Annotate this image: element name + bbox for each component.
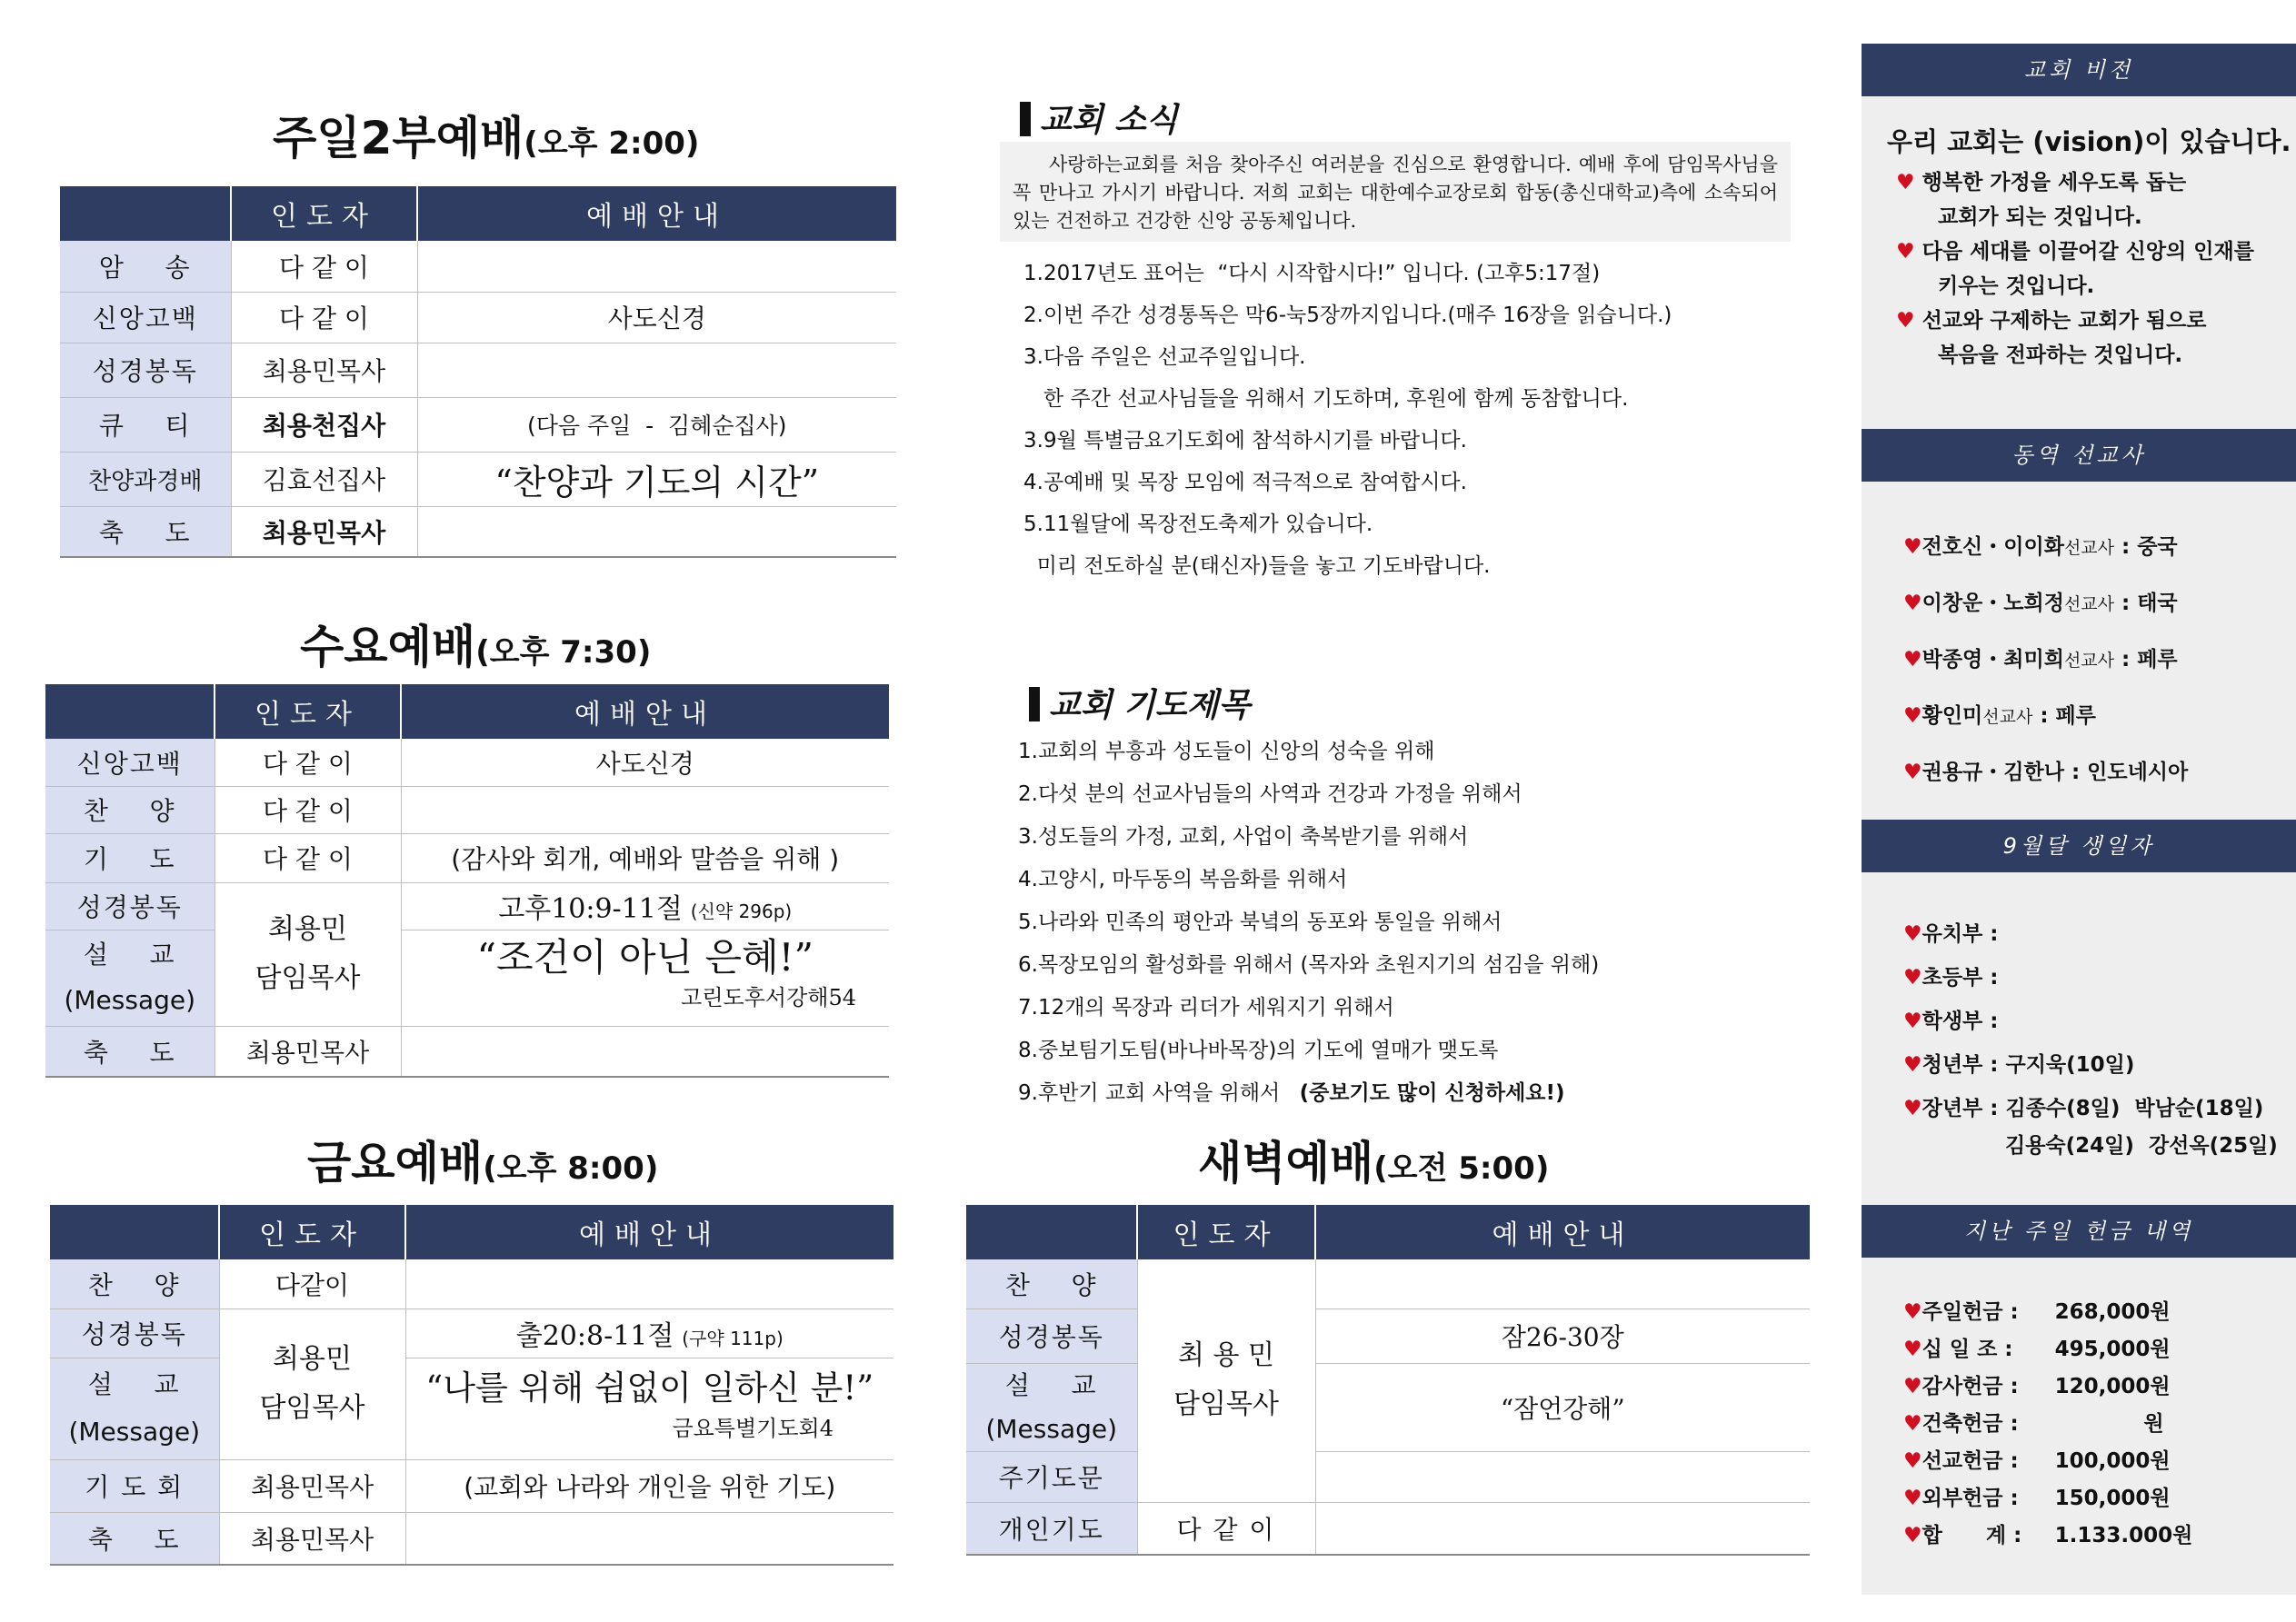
row-leader: 최용민목사 (219, 1459, 405, 1512)
friday-title: 금요예배(오후 8:00) (307, 1137, 659, 1189)
heart-icon: ♥ (1903, 1338, 1922, 1361)
list-item: ♥초등부 : (1903, 966, 1999, 990)
leader-cell (219, 1309, 405, 1459)
passage-page: (구약 111p) (682, 1328, 784, 1349)
birthday-list (1903, 912, 2278, 1161)
sermon-title: “조건이 아닌 은혜!” (476, 935, 814, 980)
list-item: ♥십 일 조 : 495,000원 (1903, 1338, 2171, 1361)
list-item: 8.중보팀기도팀(바나바목장)의 기도에 열매가 맺도록 (1018, 1039, 1499, 1062)
row-guide (1315, 1259, 1810, 1309)
row-label: 찬 양 (50, 1259, 219, 1309)
vision-intro: 우리 교회는 (vision)이 있습니다. (1887, 126, 2291, 157)
row-label: 큐 티 (60, 397, 231, 452)
news-list (1023, 253, 1672, 587)
row-guide (1315, 1451, 1810, 1502)
list-item: 3.9월 특별금요기도회에 참석하시기를 바랍니다. (1023, 429, 1467, 453)
list-item-cont: 교회가 되는 것입니다. (1938, 205, 2142, 229)
list-item: ♥장년부 : 김종수(8일) 박남순(18일) (1903, 1097, 2264, 1120)
list-item-cont: 키우는 것입니다. (1938, 274, 2095, 298)
list-item: 4.공예배 및 목장 모임에 적극적으로 참여합시다. (1023, 471, 1467, 494)
row-guide: (교회와 나라와 개인을 위한 기도) (405, 1459, 893, 1512)
heading-bar (1029, 687, 1040, 721)
wednesday-title: 수요예배(오후 7:30) (300, 621, 652, 673)
row-guide (401, 1026, 889, 1077)
sermon-series: 금요특별기도회4 (672, 1416, 834, 1441)
leader-role: 담임목사 (259, 1392, 365, 1424)
row-label: 축 도 (50, 1512, 219, 1565)
sidebar (1862, 44, 2296, 1595)
table-head-guide: 예배안내 (405, 1205, 893, 1259)
row-guide (1315, 1502, 1810, 1555)
row-leader: 다 같 이 (215, 786, 401, 833)
sermon-title: “나를 위해 쉼없이 일하신 분!” (425, 1368, 874, 1408)
list-item: ♥주일헌금 : 268,000원 (1903, 1300, 2171, 1324)
list-item: ♥건축헌금 : 원 (1903, 1412, 2164, 1436)
missionaries-heading: 동역 선교사 (1862, 429, 2296, 482)
row-leader: 최용민목사 (219, 1512, 405, 1565)
heart-icon: ♥ (1903, 1300, 1922, 1324)
list-item: ♥박종영・최미희선교사 : 페루 (1903, 648, 2178, 672)
heading-bar (1020, 102, 1031, 136)
heart-icon: ♥ (1896, 240, 1915, 264)
row-leader: 다 같 이 (1137, 1502, 1315, 1555)
row-guide (417, 343, 896, 397)
table-head-empty (50, 1205, 219, 1259)
row-leader: 김효선집사 (231, 452, 417, 506)
heart-icon: ♥ (1903, 1010, 1922, 1033)
list-item: ♥전호신・이이화선교사 : 중국 (1903, 535, 2178, 559)
list-item: ♥학생부 : (1903, 1010, 1999, 1033)
row-guide (417, 241, 896, 292)
list-item: 5.나라와 민족의 평안과 북녘의 동포와 통일을 위해서 (1018, 911, 1502, 934)
dawn-table (966, 1205, 1810, 1556)
row-label: 찬 양 (966, 1259, 1137, 1309)
table-head-leader: 인도자 (231, 186, 417, 241)
row-leader: 최용민목사 (215, 1026, 401, 1077)
table-head-leader: 인도자 (215, 684, 401, 739)
heart-icon: ♥ (1903, 592, 1922, 615)
row-guide (417, 506, 896, 557)
list-item: ♥ 선교와 구제하는 교회가 됨으로 (1896, 309, 2207, 333)
list-item: ♥외부헌금 : 150,000원 (1903, 1487, 2171, 1510)
list-item: 1.2017년도 표어는 “다시 시작합시다!” 입니다. (고후5:17절) (1023, 262, 1601, 285)
list-item: 4.고양시, 마두동의 복음화를 위해서 (1018, 868, 1348, 891)
heart-icon: ♥ (1903, 704, 1922, 728)
row-leader: 다 같 이 (231, 241, 417, 292)
passage-cell (401, 882, 889, 930)
row-label: 성경봉독 (966, 1309, 1137, 1363)
row-label: 축 도 (60, 506, 231, 557)
table-head-leader: 인도자 (1137, 1205, 1315, 1259)
leader-cell (215, 882, 401, 1026)
prayer-list (1018, 731, 1599, 1115)
row-label: 암 송 (60, 241, 231, 292)
passage-page: (신약 296p) (690, 901, 793, 922)
sermon-series: 고린도후서강해54 (681, 985, 856, 1010)
table-head-empty (966, 1205, 1137, 1259)
row-label: 성경봉독 (45, 882, 215, 930)
list-item: ♥황인미선교사 : 페루 (1903, 704, 2096, 728)
passage: 고후10:9-11절 (498, 893, 683, 925)
table-head-empty (60, 186, 231, 241)
heart-icon: ♥ (1896, 171, 1915, 194)
list-item: 3.다음 주일은 선교주일입니다. (1023, 345, 1306, 369)
row-guide (405, 1259, 893, 1309)
list-item-cont: 복음을 전파하는 것입니다. (1938, 343, 2183, 367)
table-head-leader: 인도자 (219, 1205, 405, 1259)
offering-list (1903, 1294, 2193, 1555)
row-guide: 사도신경 (401, 739, 889, 786)
heart-icon: ♥ (1903, 1524, 1922, 1547)
list-item: 2.이번 주간 성경통독은 막6-눅5장까지입니다.(매주 16장을 읽습니다.) (1023, 304, 1672, 327)
table-head-guide: 예배안내 (1315, 1205, 1810, 1259)
row-leader: 최용민목사 (231, 506, 417, 557)
row-label: 성경봉독 (60, 343, 231, 397)
row-leader: 최용천집사 (231, 397, 417, 452)
list-item: ♥ 다음 세대를 이끌어갈 신앙의 인재를 (1896, 240, 2254, 264)
row-guide (401, 786, 889, 833)
sermon-cell (405, 1358, 893, 1459)
sunday-title: 주일2부예배(오후 2:00) (273, 112, 700, 164)
leader-role: 담임목사 (255, 962, 361, 994)
offering-heading: 지난 주일 헌금 내역 (1862, 1205, 2296, 1258)
heart-icon: ♥ (1903, 761, 1922, 784)
sermon-cell (401, 930, 889, 1026)
welcome-box: 사랑하는교회를 처음 찾아주신 여러분을 진심으로 환영합니다. 예배 후에 담임목사님을 꼭 만나고 가시기 바랍니다. 저희 교회는 대한예수교장로회 합동(총신대학교)측에 소속되어 있는 건전하고 건강한 신앙 공동체입니다. (1000, 142, 1791, 242)
row-label: 성경봉독 (50, 1309, 219, 1358)
row-label: 설 교 (Message) (45, 930, 215, 1026)
list-item: 9.후반기 교회 사역을 위해서 (중보기도 많이 신청하세요!) (1018, 1081, 1565, 1105)
list-item: ♥권용규・김한나 : 인도네시아 (1903, 761, 2189, 784)
heart-icon: ♥ (1903, 1053, 1922, 1077)
leader-name: 최용민 (268, 913, 347, 945)
vision-heading: 교회 비전 (1862, 44, 2296, 96)
heart-icon: ♥ (1903, 1412, 1922, 1436)
friday-table (50, 1205, 893, 1566)
row-label: 개인기도 (966, 1502, 1137, 1555)
table-head-guide: 예배안내 (401, 684, 889, 739)
row-guide: “찬양과 기도의 시간” (417, 452, 896, 506)
row-guide: (감사와 회개, 예배와 말씀을 위해 ) (401, 833, 889, 882)
heart-icon: ♥ (1903, 922, 1922, 946)
list-item: 7.12개의 목장과 리더가 세워지기 위해서 (1018, 996, 1394, 1020)
list-item: ♥감사헌금 : 120,000원 (1903, 1375, 2171, 1398)
row-guide (405, 1512, 893, 1565)
passage: 출20:8-11절 (515, 1320, 674, 1352)
row-leader: 다 같 이 (215, 833, 401, 882)
list-item: 한 주간 선교사님들을 위해서 기도하며, 후원에 함께 동참합니다. (1023, 387, 1629, 411)
leader-role: 담임목사 (1173, 1388, 1279, 1421)
row-guide: (다음 주일 - 김혜순집사) (417, 397, 896, 452)
leader-name: 최용민 (273, 1343, 352, 1375)
row-leader: 다같이 (219, 1259, 405, 1309)
table-head-guide: 예배안내 (417, 186, 896, 241)
list-item: 5.11월달에 목장전도축제가 있습니다. (1023, 512, 1373, 536)
news-heading: 교회 소식 (1020, 95, 1178, 141)
wednesday-table (45, 684, 889, 1078)
heart-icon: ♥ (1903, 1449, 1922, 1473)
vision-list (1896, 165, 2254, 373)
row-leader: 최용민목사 (231, 343, 417, 397)
birthdays-heading: 9월달 생일자 (1862, 820, 2296, 872)
list-item: 미리 전도하실 분(태신자)들을 놓고 기도바랍니다. (1023, 554, 1491, 578)
list-item: ♥이창운・노희정선교사 : 태국 (1903, 592, 2178, 615)
list-item: ♥유치부 : (1903, 922, 1999, 946)
list-item: ♥합 계 : 1.133.000원 (1903, 1524, 2193, 1547)
passage-cell (405, 1309, 893, 1358)
missionary-list (1903, 520, 2188, 801)
row-label: 기 도 (45, 833, 215, 882)
leader-name: 최 용 민 (1177, 1339, 1274, 1372)
list-item-cont: 김용숙(24일) 강선옥(25일) (2005, 1134, 2278, 1158)
row-guide: 사도신경 (417, 292, 896, 343)
row-label: 신앙고백 (45, 739, 215, 786)
heart-icon: ♥ (1903, 1097, 1922, 1120)
row-leader: 다 같 이 (231, 292, 417, 343)
list-item: 6.목장모임의 활성화를 위해서 (목자와 초원지기의 섬김을 위해) (1018, 953, 1600, 977)
dawn-title: 새벽예배(오전 5:00) (1198, 1137, 1550, 1189)
row-leader: 다 같 이 (215, 739, 401, 786)
heart-icon: ♥ (1903, 966, 1922, 990)
heart-icon: ♥ (1903, 1487, 1922, 1510)
heart-icon: ♥ (1896, 309, 1915, 333)
list-item: ♥청년부 : 구지욱(10일) (1903, 1053, 2135, 1077)
row-label: 찬 양 (45, 786, 215, 833)
list-item: ♥선교헌금 : 100,000원 (1903, 1449, 2171, 1473)
row-label: 설 교 (Message) (966, 1363, 1137, 1451)
sermon-title: “잠언강해” (1315, 1363, 1810, 1451)
passage: 잠26-30장 (1315, 1309, 1810, 1363)
list-item: 2.다섯 분의 선교사님들의 사역과 건강과 가정을 위해서 (1018, 782, 1522, 806)
row-label: 찬양과경배 (60, 452, 231, 506)
row-label: 기 도 회 (50, 1459, 219, 1512)
list-item: ♥ 행복한 가정을 세우도록 돕는 (1896, 171, 2187, 194)
leader-cell (1137, 1259, 1315, 1502)
list-item: 3.성도들의 가정, 교회, 사업이 축복받기를 위해서 (1018, 825, 1469, 849)
table-head-empty (45, 684, 215, 739)
prayer-heading: 교회 기도제목 (1029, 680, 1250, 726)
sunday-table (60, 186, 896, 558)
row-label: 축 도 (45, 1026, 215, 1077)
row-label: 설 교 (Message) (50, 1358, 219, 1459)
list-item: 1.교회의 부흥과 성도들이 신앙의 성숙을 위해 (1018, 740, 1435, 763)
heart-icon: ♥ (1903, 648, 1922, 672)
heart-icon: ♥ (1903, 535, 1922, 559)
row-label: 신앙고백 (60, 292, 231, 343)
row-label: 주기도문 (966, 1451, 1137, 1502)
heart-icon: ♥ (1903, 1375, 1922, 1398)
